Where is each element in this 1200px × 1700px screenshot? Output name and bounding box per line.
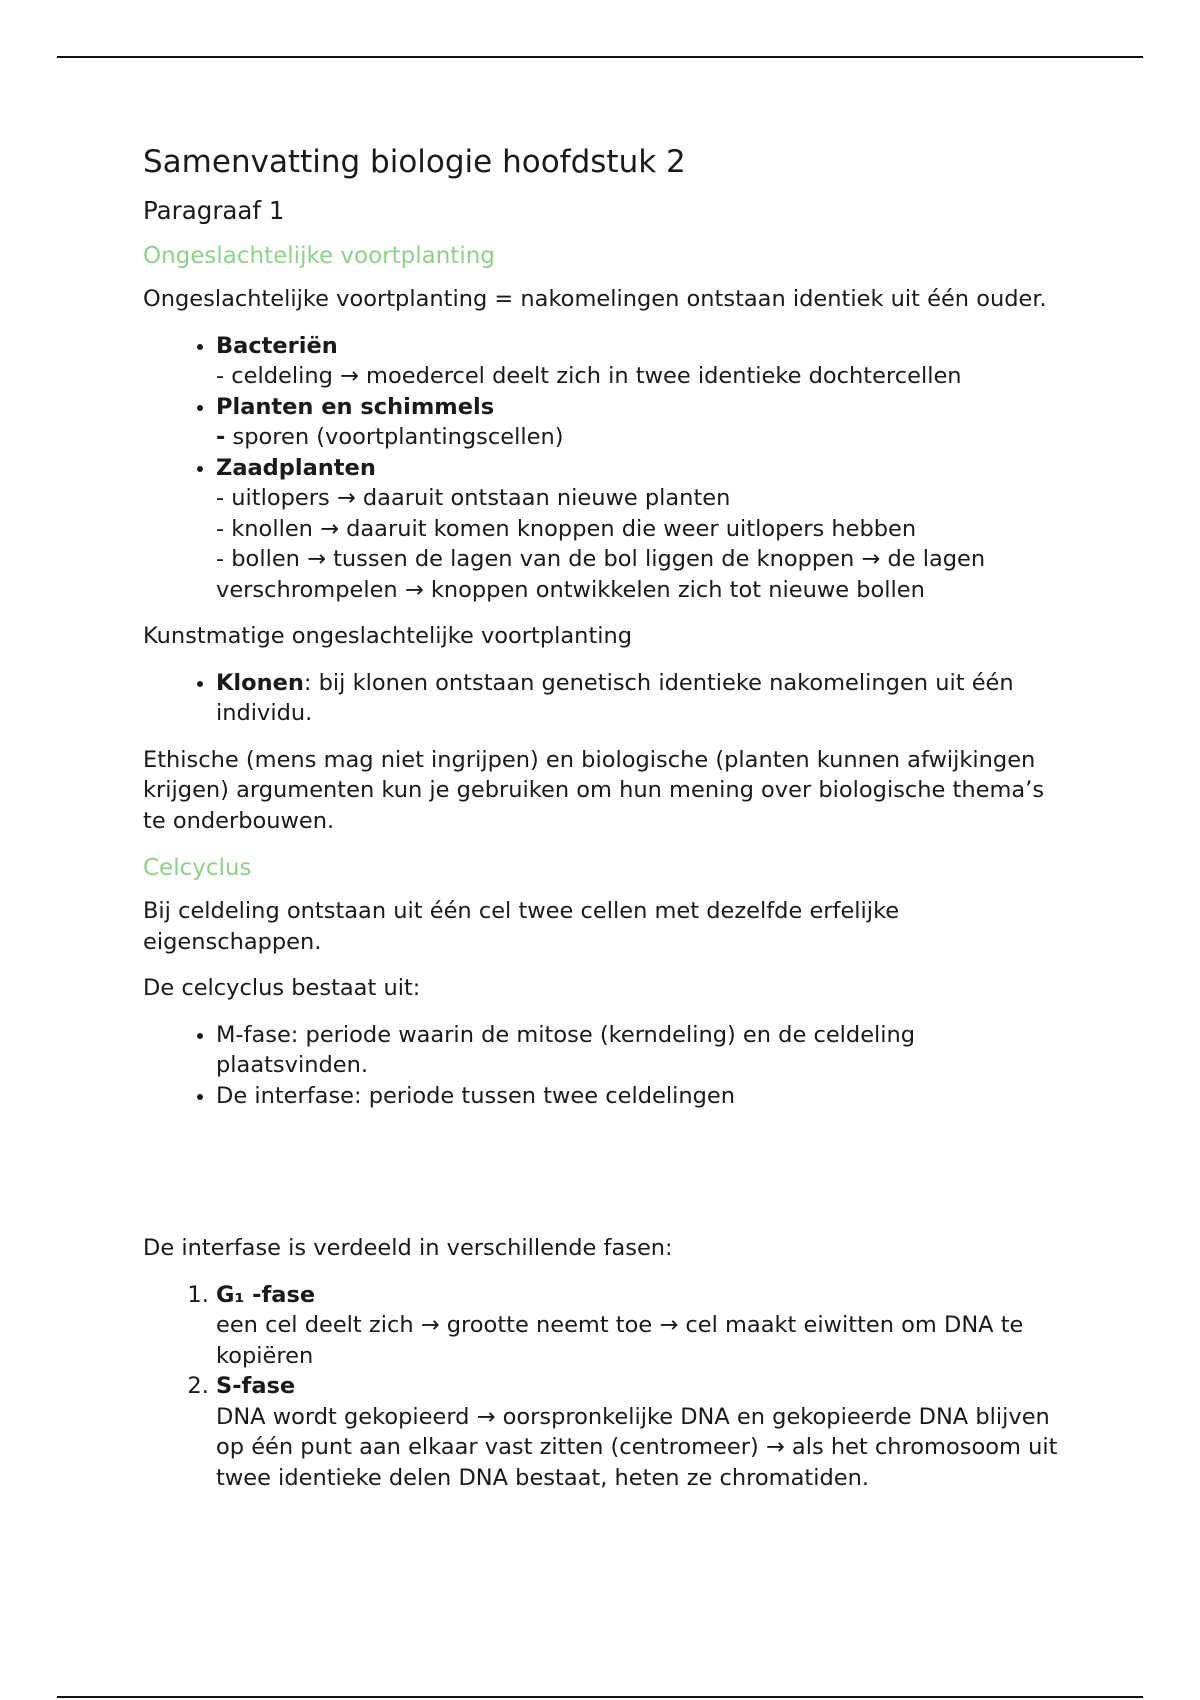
item-line: sporen (voortplantingscellen) [225, 424, 564, 450]
item-text: : bij klonen ontstaan genetisch identieke nakomelingen uit één individu. [216, 669, 1014, 726]
step-text: een cel deelt zich → grootte neemt toe → cel maakt eiwitten om DNA te kopiëren [216, 1312, 1024, 1369]
spacer [143, 1127, 1063, 1233]
list-item [216, 453, 1063, 606]
list-item [216, 331, 1063, 392]
cell-cycle-phase-list [143, 1020, 1063, 1112]
item-term: • Zaadplanten [216, 454, 376, 481]
interphase-step-list [143, 1280, 1063, 1494]
reproduction-list [143, 331, 1063, 606]
paragraph-heading: Paragraaf 1 [143, 196, 285, 225]
cell-cycle-consists-of: De celcyclus bestaat uit: [143, 975, 421, 1001]
list-item [216, 1280, 1063, 1372]
interphase-intro: De interfase is verdeeld in verschillende fasen: [143, 1235, 673, 1261]
bottom-rule [57, 1696, 1143, 1698]
step-text: DNA wordt gekopieerd → oorspronkelijke DNA en gekopieerde DNA blijven op één punt aan elkaar vast zitten (centromeer) → als het chromosoom uit twee identieke delen DNA bestaat, heten ze chromatiden. [216, 1403, 1058, 1491]
item-term: • Planten en schimmels [216, 393, 495, 420]
item-bold-dash: - [216, 424, 226, 450]
section2-intro: Bij celdeling ontstaan uit één cel twee cellen met dezelfde erfelijke eigenschappen. [143, 898, 900, 955]
artificial-list [143, 668, 1063, 729]
document-title: Samenvatting biologie hoofdstuk 2 [143, 144, 686, 180]
item-line: - knollen → daaruit komen knoppen die weer uitlopers hebben [216, 515, 917, 542]
item-term: Klonen [216, 669, 304, 696]
list-item: • De interfase: periode tussen twee celdelingen [216, 1081, 1063, 1112]
item-line: - celdeling → moedercel deelt zich in twee identieke dochtercellen [216, 363, 962, 389]
list-item: • M-fase: periode waarin de mitose (kerndeling) en de celdeling plaatsvinden. [216, 1020, 1063, 1081]
section-heading-ongeslachtelijke-voortplanting: Ongeslachtelijke voortplanting [143, 243, 495, 269]
item-line: - bollen → tussen de lagen van de bol liggen de knoppen → de lagen verschrompelen → knoppen ontwikkelen zich tot nieuwe bollen [216, 546, 986, 603]
list-item [216, 1371, 1063, 1493]
section1-intro: Ongeslachtelijke voortplanting = nakomelingen ontstaan identiek uit één ouder. [143, 286, 1047, 312]
step-term: 2. S-fase [216, 1373, 296, 1399]
artificial-heading: Kunstmatige ongeslachtelijke voortplanting [143, 623, 633, 649]
step-term: 1. G₁ -fase [216, 1281, 316, 1308]
list-item [216, 668, 1063, 729]
section-heading-celcyclus: Celcyclus [143, 855, 252, 881]
ethics-paragraph: Ethische (mens mag niet ingrijpen) en biologische (planten kunnen afwijkingen krijgen) argumenten kun je gebruiken om hun mening over biologische thema’s te onderbouwen. [143, 746, 1045, 834]
top-rule [57, 56, 1143, 58]
list-item [216, 392, 1063, 453]
item-line: - uitlopers → daaruit ontstaan nieuwe planten [216, 485, 731, 511]
document-body [143, 138, 1063, 1509]
item-line-wrapper [216, 422, 1063, 453]
item-term: • Bacteriën [216, 332, 338, 359]
